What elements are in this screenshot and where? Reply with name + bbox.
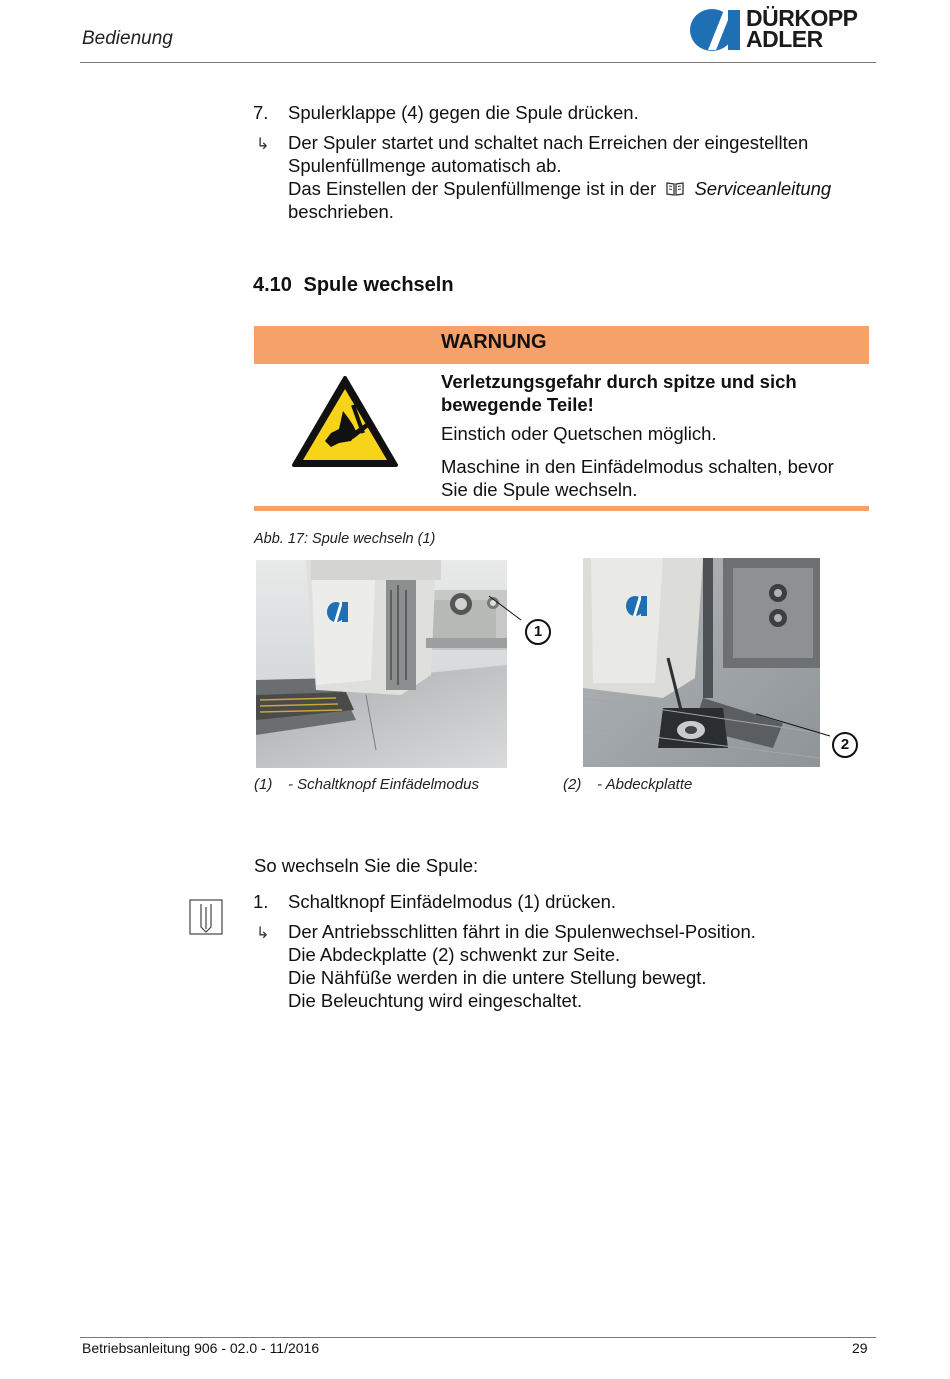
warning-headline-line-1: Verletzungsgefahr durch spitze und sich <box>441 371 797 392</box>
footer-page-number: 29 <box>852 1340 868 1356</box>
step-7-result-line-1: Der Spuler startet und schaltet nach Erreichen der eingestellten <box>288 132 809 153</box>
duerkopp-adler-logo <box>688 6 878 56</box>
result-arrow-icon: ↳ <box>256 136 270 153</box>
legend-2-number: (2) <box>563 776 582 793</box>
callout-line-1 <box>487 594 527 624</box>
brand-line-1: DÜRKOPP <box>746 5 858 31</box>
photo-threading-button <box>256 560 507 768</box>
warning-label: WARNUNG <box>441 331 547 353</box>
step-7-number: 7. <box>253 102 269 123</box>
procedure-step-1-text: Schaltknopf Einfädelmodus (1) drücken. <box>288 891 617 912</box>
warning-action-line-2: Sie die Spule wechseln. <box>441 479 638 500</box>
footer-document-info: Betriebsanleitung 906 - 02.0 - 11/2016 <box>82 1340 320 1356</box>
header-rule <box>80 62 876 63</box>
brand-wordmark <box>746 5 858 52</box>
section-title: Spule wechseln <box>303 274 454 296</box>
procedure-intro: So wechseln Sie die Spule: <box>254 855 479 876</box>
procedure-step-1-number: 1. <box>253 891 269 912</box>
brand-logo-icon <box>626 596 647 616</box>
brand-logo-icon <box>688 6 744 54</box>
hand-injury-warning-icon <box>291 375 399 469</box>
warning-bottom-bar <box>254 506 869 511</box>
legend-2-text: - Abdeckplatte <box>597 776 693 793</box>
procedure-result-line-2: Die Abdeckplatte (2) schwenkt zur Seite. <box>288 944 621 965</box>
callout-2: 2 <box>832 732 858 758</box>
step-7-text: Spulerklappe (4) gegen die Spule drücken. <box>288 102 639 123</box>
section-number: 4.10 <box>253 274 292 296</box>
step-7-result-line-4: beschrieben. <box>288 201 394 222</box>
service-manual-link[interactable]: Serviceanleitung <box>694 178 832 199</box>
book-icon <box>665 181 685 197</box>
step-7-result-line-3-text: Das Einstellen der Spulenfüllmenge ist in der <box>288 178 657 199</box>
step-7-result-line-3 <box>288 177 831 200</box>
header-section-title: Bedienung <box>82 28 173 49</box>
callout-line-2 <box>754 710 834 740</box>
result-arrow-icon: ↳ <box>256 925 270 942</box>
footer-rule <box>80 1337 876 1338</box>
legend-1-text: - Schaltknopf Einfädelmodus <box>288 776 479 793</box>
procedure-result-line-3: Die Nähfüße werden in die untere Stellung bewegt. <box>288 967 707 988</box>
brand-logo-icon <box>327 602 348 622</box>
warning-headline-line-2: bewegende Teile! <box>441 394 594 415</box>
warning-header-bar <box>254 326 869 364</box>
section-heading <box>253 274 454 297</box>
brand-line-2: ADLER <box>746 26 823 52</box>
step-7-result-line-2: Spulenfüllmenge automatisch ab. <box>288 155 562 176</box>
warning-action-line-1: Maschine in den Einfädelmodus schalten, bevor <box>441 456 834 477</box>
machine-operation-icon <box>189 899 223 935</box>
legend-1-number: (1) <box>254 776 273 793</box>
warning-consequence: Einstich oder Quetschen möglich. <box>441 423 717 444</box>
figure-caption: Abb. 17: Spule wechseln (1) <box>254 531 436 547</box>
procedure-result-line-1: Der Antriebsschlitten fährt in die Spulenwechsel-Position. <box>288 921 756 942</box>
callout-1: 1 <box>525 619 551 645</box>
procedure-result-line-4: Die Beleuchtung wird eingeschaltet. <box>288 990 583 1011</box>
